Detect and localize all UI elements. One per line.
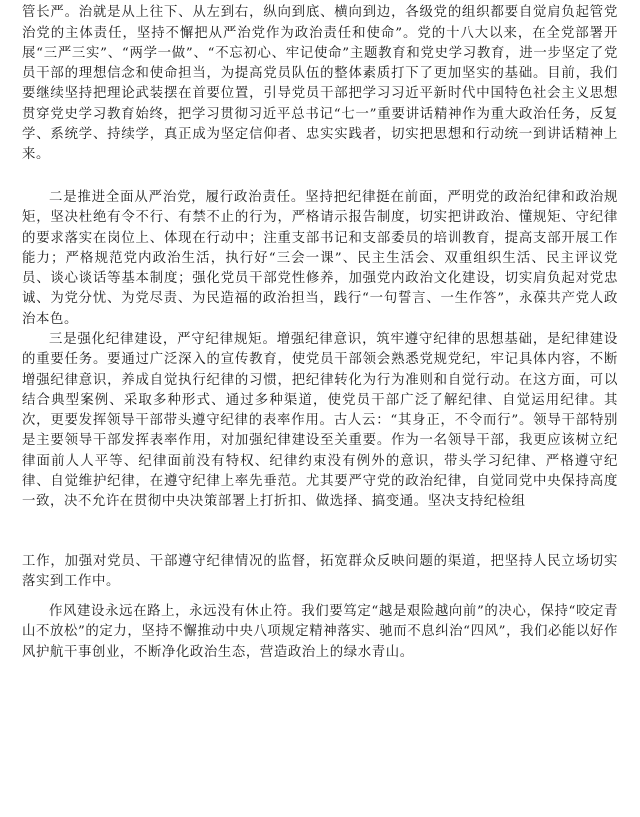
paragraph-strict-party-governance: 二是推进全面从严治党，履行政治责任。坚持把纪律挺在前面，严明党的政治纪律和政治规矩，坚决杜绝有令不行、有禁不止的行为，严格请示报告制度，切实把讲政治、懂规矩、守纪律的要求落实在岗位上、体现在行动中；注重支部书记和支部委员的培训教育，提高支部开展工作能力；严格规范党内政治生活，执行好“三会一课”、民主生活会、双重组织生活、民主评议党员、谈心谈话等基本制度；强化党员干部党性修养，加强党内政治文化建设，切实肩负起对党忠诚、为党分忧、为党尽责、为民造福的政治担当，践行“一句誓言、一生作答”，永葆共产党人政治本色。 bbox=[22, 190, 618, 327]
paragraph-discipline-building: 三是强化纪律建设，严守纪律规矩。增强纪律意识，筑牢遵守纪律的思想基础，是纪律建设的重要任务。要通过广泛深入的宣传教育，使党员干部领会熟悉党规党纪，牢记具体内容，不断增强纪律意识，养成自觉执行纪律的习惯，把纪律转化为行为准则和自觉行动。在这方面，可以结合典型案例、采取多种形式、通过多种渠道，使党员干部广泛了解纪律、自觉运用纪律。其次，更要发挥领导干部带头遵守纪律的表率作用。古人云：“其身正，不令而行”。领导干部特别是主要领导干部发挥表率作用，对加强纪律建设至关重要。作为一名领导干部，我更应该树立纪律面前人人平等、纪律面前没有特权、纪律约束没有例外的意识，带头学习纪律、严格遵守纪律、自觉维护纪律，在遵守纪律上率先垂范。尤其要严守党的政治纪律，自觉同党中央保持高度一致，决不允许在贯彻中央决策部署上打折扣、做选择、搞变通。坚决支持纪检组 bbox=[22, 332, 618, 510]
paragraph-theory-study: 管长严。治就是从上往下、从左到右，纵向到底、横向到边，各级党的组织都要自觉肩负起管党治党的主体责任，坚持不懈把从严治党作为政治责任和使命”。党的十八大以来，在全党部署开展“三严三实”、“两学一做”、“不忘初心、牢记使命”主题教育和党史学习教育，进一步坚定了党员干部的理想信念和使命担当，为提高党员队伍的整体素质打下了更加坚实的基础。目前，我们要继续坚持把理论武装摆在首要位置，引导党员干部把学习习近平新时代中国特色社会主义思想贯穿党史学习教育始终，把学习贯彻习近平总书记“七一”重要讲话精神作为重大政治任务，反复学、系统学、持续学，真正成为坚定信仰者、忠实实践者，切实把思想和行动统一到讲话精神上来。 bbox=[22, 5, 618, 163]
paragraph-work-style: 作风建设永远在路上，永远没有休止符。我们要笃定“越是艰险越向前”的决心，保持“咬定青山不放松”的定力，坚持不懈推动中央八项规定精神落实、驰而不息纠治“四风”，我们必能以好作风护航干事创业，不断净化政治生态，营造政治上的绿水青山。 bbox=[22, 604, 618, 660]
paragraph-discipline-continued: 工作，加强对党员、干部遵守纪律情况的监督，拓宽群众反映问题的渠道，把坚持人民立场切实落实到工作中。 bbox=[22, 554, 618, 590]
